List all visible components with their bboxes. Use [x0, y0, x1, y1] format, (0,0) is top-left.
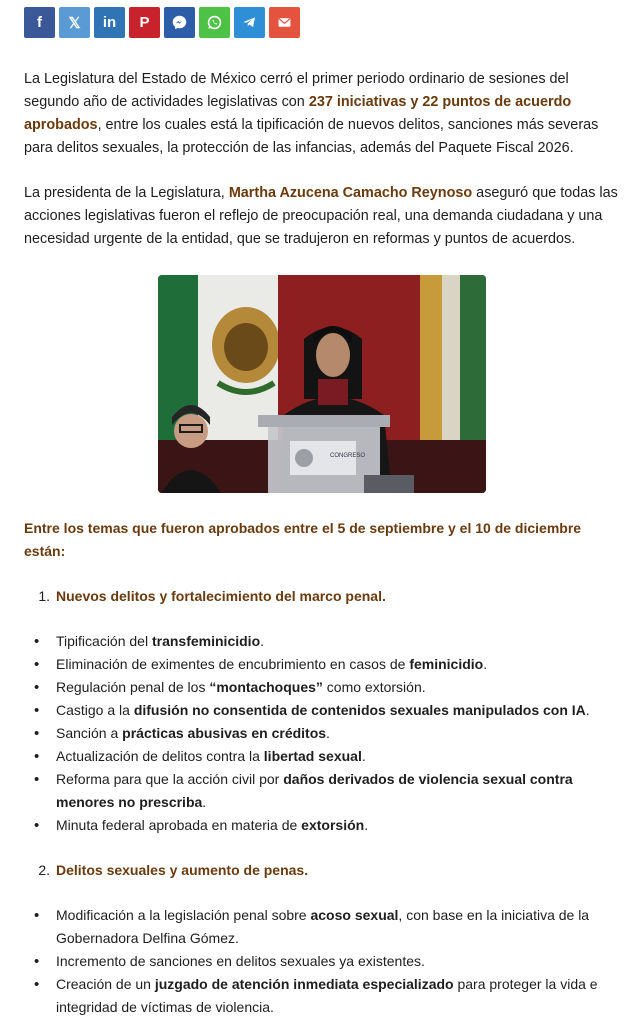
telegram-share-button[interactable]	[234, 7, 265, 38]
highlight-initiatives: 237 iniciativas y 22 puntos de acuerdo aprobados	[24, 94, 572, 133]
list-item: • Regulación penal de los “montachoques” como extorsión.	[24, 676, 619, 699]
x-icon: 𝕏	[68, 14, 81, 32]
facebook-icon: f	[37, 14, 42, 31]
section-1-title: 1. Nuevos delitos y fortalecimiento del marco penal.	[38, 588, 386, 604]
email-icon	[276, 14, 293, 31]
article-body	[24, 68, 619, 1019]
list-item: • Minuta federal aprobada en materia de extorsión.	[24, 814, 619, 837]
pinterest-icon: P	[139, 14, 150, 31]
podium-sign: CONGRESO	[330, 453, 366, 459]
list-item: • Eliminación de eximentes de encubrimiento en casos de feminicidio.	[24, 653, 619, 676]
highlight-president-name: Martha Azucena Camacho Reynoso	[228, 185, 473, 201]
linkedin-share-button[interactable]	[94, 7, 125, 38]
list-item: • Reforma para que la acción civil por daños derivados de violencia sexual contra menores no prescriba.	[24, 768, 619, 814]
whatsapp-share-button[interactable]	[199, 7, 230, 38]
messenger-icon	[171, 14, 188, 31]
telegram-icon	[241, 14, 258, 31]
share-bar	[24, 7, 312, 44]
list-item: • Tipificación del transfeminicidio.	[24, 630, 619, 653]
paragraph-president: La presidenta de la Legislatura, Martha Azucena Camacho Reynoso aseguró que todas las acciones legislativas fueron el reflejo de preocupación real, una demanda ciudadana y una necesidad urgente de la entidad, que se tradujeron en reformas y puntos de acuerdos.	[24, 185, 618, 247]
article-photo	[158, 275, 486, 493]
facebook-share-button[interactable]	[24, 7, 55, 38]
section-2-list	[24, 904, 619, 1019]
list-item: • Incremento de sanciones en delitos sexuales ya existentes.	[24, 950, 619, 973]
list-item: • Sanción a prácticas abusivas en créditos.	[24, 722, 619, 745]
topics-heading: Entre los temas que fueron aprobados entre el 5 de septiembre y el 10 de diciembre están:	[24, 520, 582, 559]
list-item: • Actualización de delitos contra la libertad sexual.	[24, 745, 619, 768]
paragraph-intro: La Legislatura del Estado de México cerró el primer periodo ordinario de sesiones del segundo año de actividades legislativas con 237 iniciativas y 22 puntos de acuerdo aprobados, entre los cuales está la tipificación de nuevos delitos, sanciones más severas para delitos sexuales, la protección de las infancias, además del Paquete Fiscal 2026.	[24, 71, 599, 156]
list-item: • Creación de un juzgado de atención inmediata especializado para proteger la vida e integridad de víctimas de violencia.	[24, 973, 619, 1019]
x-share-button[interactable]	[59, 7, 90, 38]
whatsapp-icon	[206, 14, 223, 31]
section-2-title: 2. Delitos sexuales y aumento de penas.	[38, 862, 309, 878]
list-item: • Modificación a la legislación penal sobre acoso sexual, con base en la iniciativa de la Gobernadora Delfina Gómez.	[24, 904, 619, 950]
linkedin-icon: in	[102, 14, 117, 31]
email-share-button[interactable]	[269, 7, 300, 38]
section-1-list	[24, 630, 619, 837]
messenger-share-button[interactable]	[164, 7, 195, 38]
pinterest-share-button[interactable]	[129, 7, 160, 38]
list-item: • Castigo a la difusión no consentida de contenidos sexuales manipulados con IA.	[24, 699, 619, 722]
